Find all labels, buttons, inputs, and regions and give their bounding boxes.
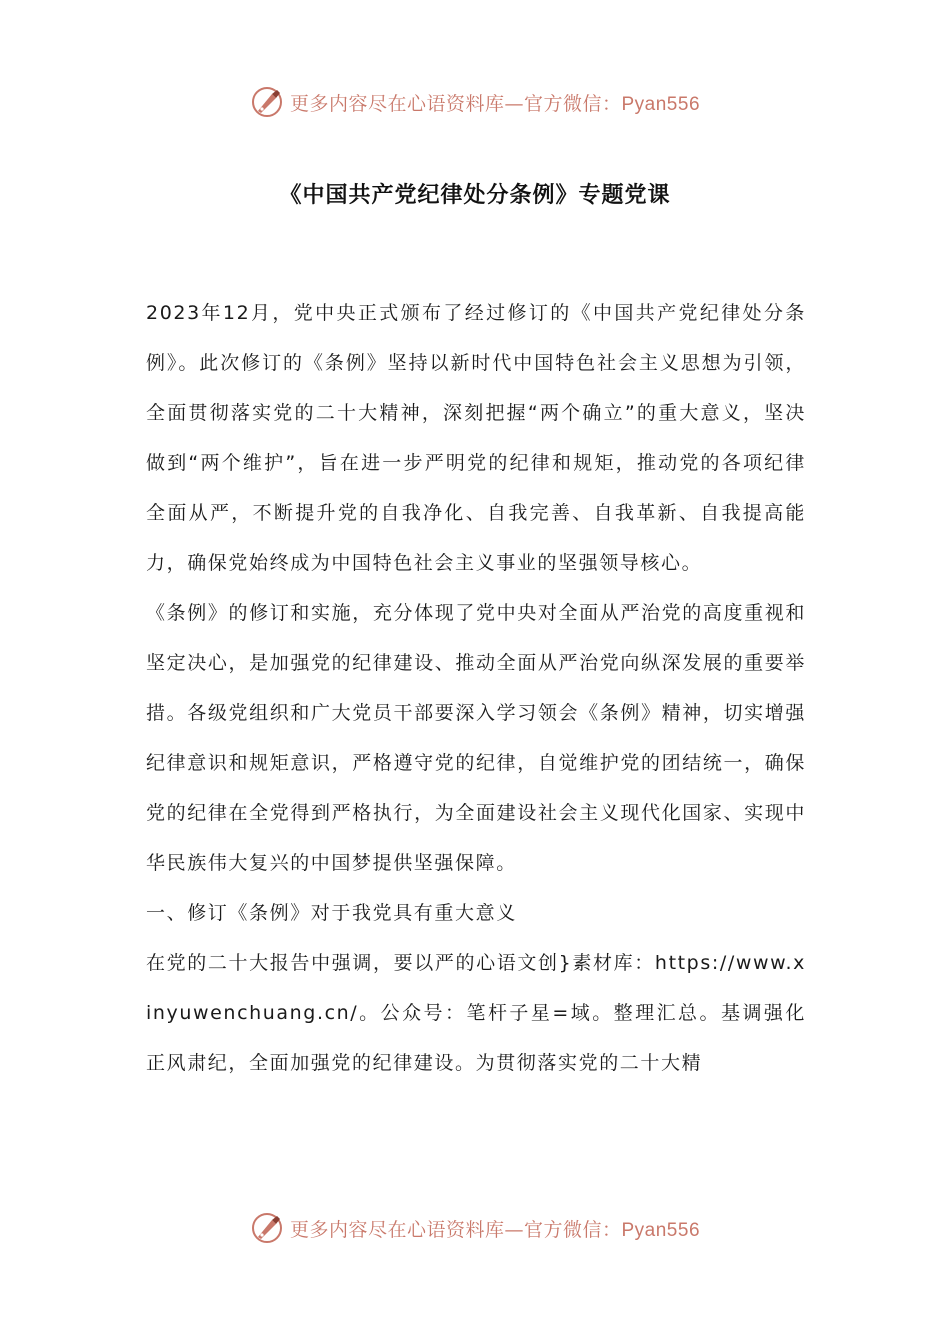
watermark-label: 更多内容尽在心语资料库—官方微信： bbox=[289, 1218, 622, 1241]
pen-nib-logo-icon bbox=[250, 1211, 284, 1245]
paragraph: 在党的二十大报告中强调，要以严的心语文创}素材库：https://www.xinyuwenchuang.cn/。公众号：笔杆子星=域。整理汇总。基调强化正风肃纪，全面加强党的纪律建设。为贯彻落实党的二十大精 bbox=[146, 952, 806, 1074]
document-title: 《中国共产党纪律处分条例》专题党课 bbox=[279, 183, 671, 208]
paragraph: 2023年12月，党中央正式颁布了经过修订的《中国共产党纪律处分条例》。此次修订的《条例》坚持以新时代中国特色社会主义思想为引领，全面贯彻落实党的二十大精神，深刻把握“两个确立”的重大意义，坚决做到“两个维护”，旨在进一步严明党的纪律和规矩，推动党的各项纪律全面从严，不断提升党的自我净化、自我完善、自我革新、自我提高能力，确保党始终成为中国特色社会主义事业的坚强领导核心。 bbox=[146, 302, 806, 574]
paragraph: 《条例》的修订和实施，充分体现了党中央对全面从严治党的高度重视和坚定决心，是加强党的纪律建设、推动全面从严治党向纵深发展的重要举措。各级党组织和广大党员干部要深入学习领会《条例》精神，切实增强纪律意识和规矩意识，严格遵守党的纪律，自觉维护党的团结统一，确保党的纪律在全党得到严格执行，为全面建设社会主义现代化国家、实现中华民族伟大复兴的中国梦提供坚强保障。 bbox=[146, 602, 806, 874]
document-body bbox=[146, 288, 806, 1088]
section-heading: 一、修订《条例》对于我党具有重大意义 bbox=[146, 902, 517, 924]
watermark-text bbox=[290, 89, 700, 116]
watermark-text bbox=[290, 1215, 700, 1242]
header-watermark bbox=[0, 82, 950, 122]
watermark-label: 更多内容尽在心语资料库—官方微信： bbox=[289, 92, 622, 115]
watermark-wechat-id: Pyan556 bbox=[621, 1219, 701, 1241]
watermark-wechat-id: Pyan556 bbox=[621, 93, 701, 115]
footer-watermark bbox=[0, 1208, 950, 1248]
pen-nib-logo-icon bbox=[250, 85, 284, 119]
